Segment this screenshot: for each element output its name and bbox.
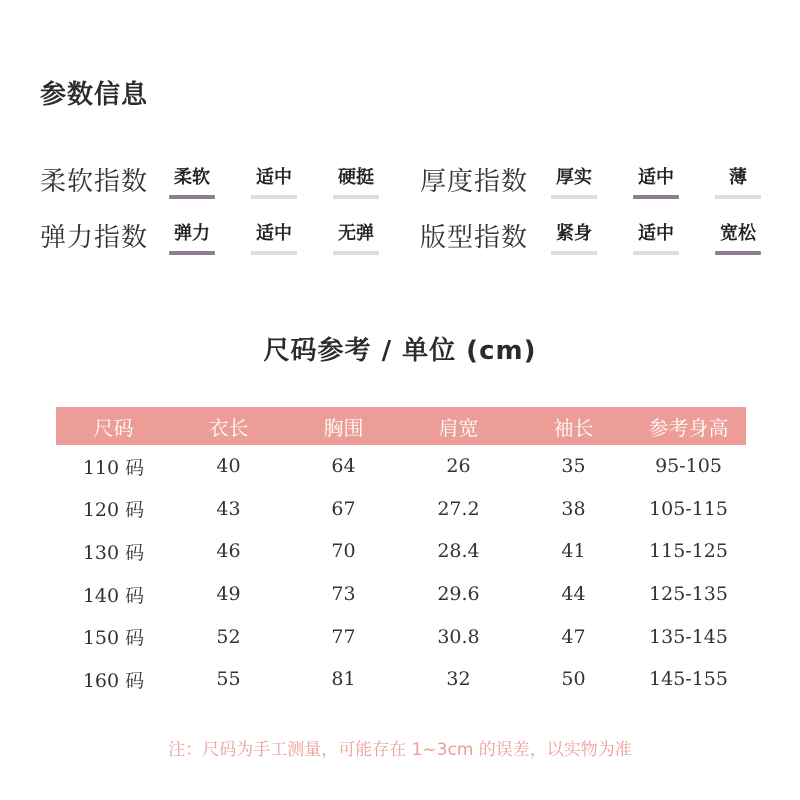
params-title: 参数信息 [40, 80, 149, 110]
table-cell: 32 [446, 668, 471, 691]
table-row [56, 573, 746, 616]
table-cell: 26 [446, 455, 471, 478]
param-option-label: 宽松 [720, 223, 756, 244]
indicator-bar [251, 195, 297, 199]
table-cell: 38 [561, 497, 586, 520]
param-option-label: 厚实 [556, 167, 592, 188]
param-option [551, 163, 597, 199]
param-option-label: 适中 [638, 167, 674, 188]
table-cell: 27.2 [437, 497, 480, 520]
param-label: 版型指数 [420, 223, 529, 253]
table-cell: 115-125 [649, 540, 728, 563]
table-cell: 110 码 [82, 456, 145, 479]
param-option [251, 219, 297, 255]
param-option-label: 适中 [256, 167, 292, 188]
selected-indicator-bar [169, 251, 215, 255]
param-label: 柔软指数 [40, 167, 149, 197]
table-cell: 150 码 [82, 627, 145, 650]
param-option [633, 219, 679, 255]
measurement-note: 注：尺码为手工测量，可能存在 1~3cm 的误差，以实物为准 [168, 740, 632, 760]
param-option [251, 163, 297, 199]
table-cell: 130 码 [82, 541, 145, 564]
param-label: 弹力指数 [40, 223, 149, 253]
table-cell: 95-105 [655, 455, 722, 478]
param-option-label: 硬挺 [338, 167, 374, 188]
param-option [333, 163, 379, 199]
param-option-label: 薄 [729, 167, 747, 188]
indicator-bar [333, 251, 379, 255]
size-chart-title: 尺码参考 / 单位 (cm) [263, 336, 537, 366]
table-cell: 46 [216, 540, 241, 563]
param-option-label: 无弹 [338, 223, 374, 244]
param-label: 厚度指数 [420, 167, 529, 197]
table-row [56, 445, 746, 488]
table-cell: 135-145 [649, 625, 728, 648]
param-option-label: 适中 [256, 223, 292, 244]
param-option-label: 柔软 [174, 167, 210, 188]
table-cell: 81 [331, 668, 356, 691]
table-cell: 140 码 [82, 584, 145, 607]
param-row [0, 217, 800, 267]
param-option [333, 219, 379, 255]
table-cell: 55 [216, 668, 241, 691]
column-header: 参考身高 [631, 407, 746, 445]
param-option [169, 219, 215, 255]
indicator-bar [715, 195, 761, 199]
table-cell: 67 [331, 497, 356, 520]
table-row [56, 615, 746, 658]
table-cell: 35 [561, 455, 586, 478]
table-cell: 28.4 [437, 540, 480, 563]
param-option-label: 弹力 [174, 223, 210, 244]
size-table-header [56, 407, 746, 445]
table-row [56, 530, 746, 573]
table-cell: 43 [216, 497, 241, 520]
selected-indicator-bar [633, 195, 679, 199]
param-option [169, 163, 215, 199]
param-option-label: 适中 [638, 223, 674, 244]
param-option [715, 219, 761, 255]
table-cell: 145-155 [649, 668, 728, 691]
selected-indicator-bar [169, 195, 215, 199]
column-header: 胸围 [286, 407, 401, 445]
table-cell: 41 [561, 540, 586, 563]
size-table [56, 407, 746, 701]
indicator-bar [333, 195, 379, 199]
column-header: 衣长 [171, 407, 286, 445]
indicator-bar [551, 251, 597, 255]
table-cell: 50 [561, 668, 586, 691]
param-option [551, 219, 597, 255]
table-cell: 70 [331, 540, 356, 563]
table-cell: 29.6 [437, 583, 480, 606]
table-cell: 125-135 [649, 583, 728, 606]
table-cell: 120 码 [82, 499, 145, 522]
table-cell: 49 [216, 583, 241, 606]
param-option-label: 紧身 [556, 223, 592, 244]
table-cell: 40 [216, 455, 241, 478]
table-cell: 160 码 [82, 669, 145, 692]
table-cell: 44 [561, 583, 586, 606]
table-cell: 52 [216, 625, 241, 648]
table-cell: 73 [331, 583, 356, 606]
table-cell: 105-115 [649, 497, 728, 520]
indicator-bar [251, 251, 297, 255]
param-option [633, 163, 679, 199]
indicator-bar [551, 195, 597, 199]
table-cell: 64 [331, 455, 356, 478]
table-cell: 30.8 [437, 625, 480, 648]
table-row [56, 658, 746, 701]
table-cell: 47 [561, 625, 586, 648]
indicator-bar [633, 251, 679, 255]
column-header: 尺码 [56, 407, 171, 445]
selected-indicator-bar [715, 251, 761, 255]
param-row [0, 161, 800, 211]
param-option [715, 163, 761, 199]
table-cell: 77 [331, 625, 356, 648]
column-header: 袖长 [516, 407, 631, 445]
table-row [56, 488, 746, 531]
column-header: 肩宽 [401, 407, 516, 445]
size-table-body [56, 445, 746, 701]
